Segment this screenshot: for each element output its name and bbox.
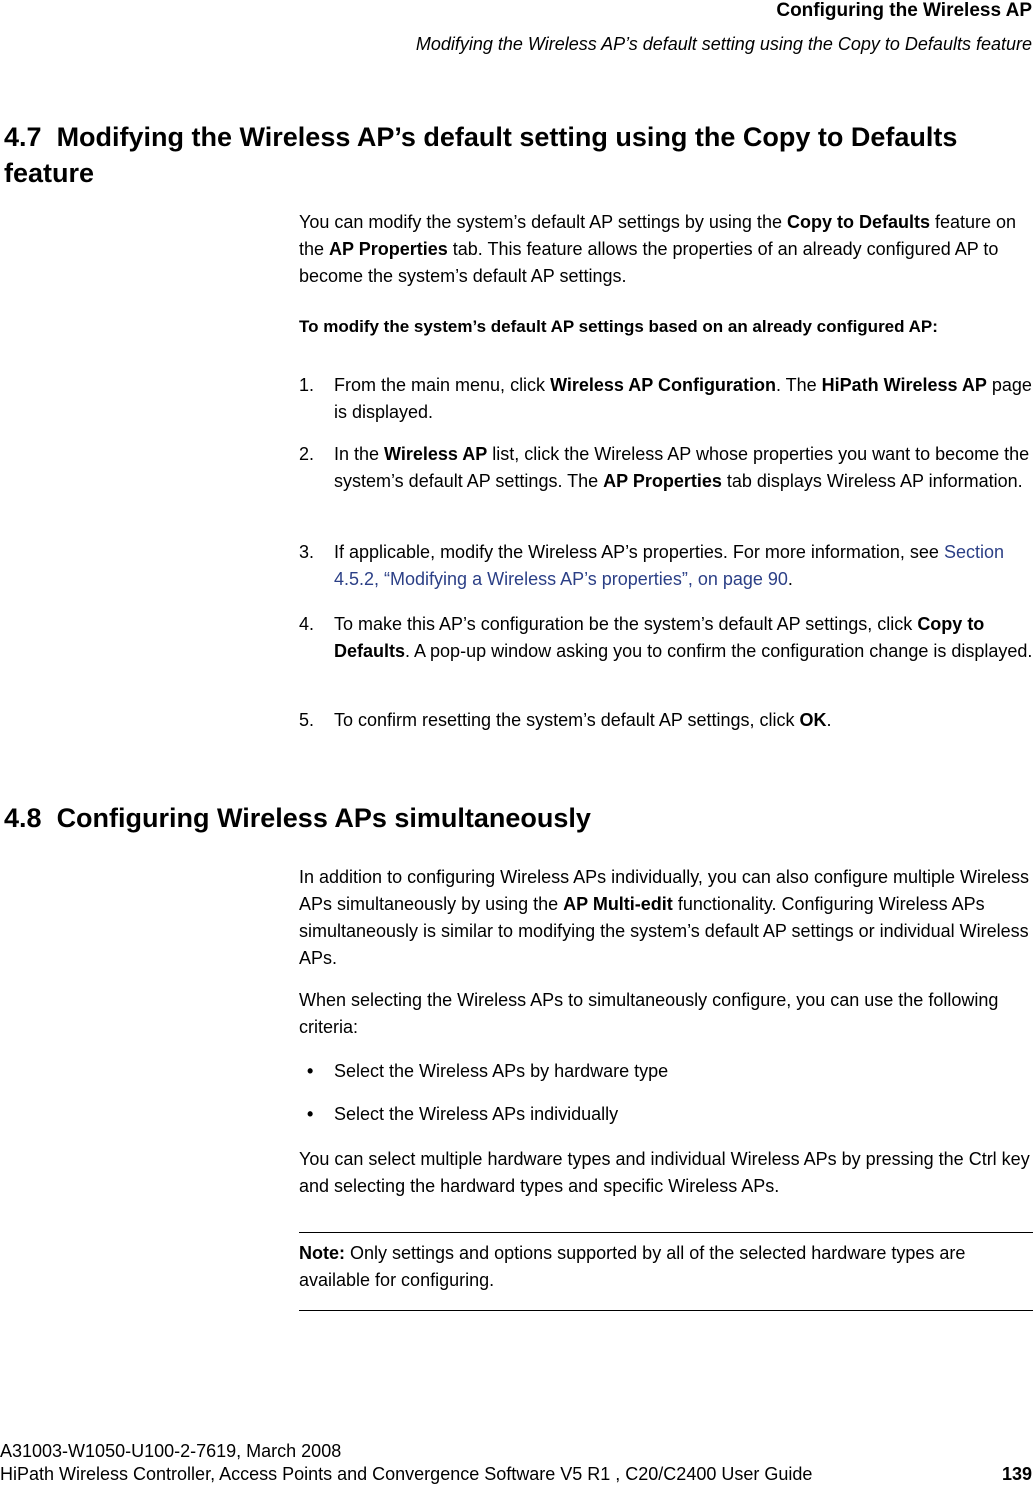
footer-doc-id: A31003-W1050-U100-2-7619, March 2008 bbox=[0, 1441, 342, 1461]
running-header-chapter: Configuring the Wireless AP bbox=[776, 0, 1032, 21]
step-number: 4. bbox=[299, 614, 315, 634]
list-item: • Select the Wireless APs individually bbox=[299, 1101, 1033, 1128]
step-number: 1. bbox=[299, 375, 315, 395]
bullet-icon: • bbox=[307, 1104, 314, 1124]
footer-guide-title: HiPath Wireless Controller, Access Points and Convergence Software V5 R1 , C20/C2400 User Guide bbox=[0, 1464, 813, 1484]
criteria-paragraph: When selecting the Wireless APs to simultaneously configure, you can use the following criteria: bbox=[299, 990, 999, 1037]
procedure-step: 3. If applicable, modify the Wireless AP’s properties. For more information, see Section 4.5.2, “Modifying a Wireless AP’s properties”, on page 90. bbox=[299, 539, 1033, 593]
procedure-step: 2. In the Wireless AP list, click the Wireless AP whose properties you want to become the system’s default AP settings. The AP Properties tab displays Wireless AP information. bbox=[299, 441, 1033, 495]
selection-paragraph: You can select multiple hardware types and individual Wireless APs by pressing the Ctrl key and selecting the hardward types and specific Wireless APs. bbox=[299, 1149, 1030, 1196]
cross-reference-link[interactable]: Section 4.5.2, “Modifying a Wireless AP’s properties”, on page 90 bbox=[334, 542, 1004, 589]
note-bottom-rule bbox=[299, 1310, 1033, 1311]
note: Note: Only settings and options supported by all of the selected hardware types are available for configuring. bbox=[299, 1243, 966, 1290]
multi-edit-paragraph: In addition to configuring Wireless APs individually, you can also configure multiple Wireless APs simultaneously by using the AP Multi-edit functionality. Configuring Wireless APs simultaneously is similar to modifying the system’s default AP settings or individual Wireless APs. bbox=[299, 867, 1030, 968]
procedure-title: To modify the system’s default AP settings based on an already configured AP: bbox=[299, 317, 938, 336]
section-4-8-heading bbox=[4, 800, 1032, 836]
intro-paragraph: You can modify the system’s default AP settings by using the Copy to Defaults feature on the AP Properties tab. This feature allows the properties of an already configured AP to become the system’s default AP settings. bbox=[299, 212, 1017, 286]
page-number: 139 bbox=[1001, 1464, 1032, 1484]
procedure-step: 4. To make this AP’s configuration be the system’s default AP settings, click Copy to Defaults. A pop-up window asking you to confirm the configuration change is displayed. bbox=[299, 611, 1033, 665]
step-number: 5. bbox=[299, 710, 315, 730]
step-number: 3. bbox=[299, 542, 315, 562]
step-number: 2. bbox=[299, 444, 315, 464]
procedure-step: 1. From the main menu, click Wireless AP Configuration. The HiPath Wireless AP page is displayed. bbox=[299, 372, 1033, 426]
section-title: Configuring Wireless APs simultaneously bbox=[56, 803, 591, 833]
section-title: Modifying the Wireless AP’s default setting using the Copy to Defaults feature bbox=[4, 122, 958, 188]
section-4-7-heading bbox=[4, 119, 1032, 191]
running-header-section: Modifying the Wireless AP’s default setting using the Copy to Defaults feature bbox=[415, 34, 1032, 54]
section-number: 4.7 bbox=[4, 122, 42, 152]
procedure-step: 5. To confirm resetting the system’s default AP settings, click OK. bbox=[299, 707, 1033, 734]
section-number: 4.8 bbox=[4, 803, 42, 833]
list-item: • Select the Wireless APs by hardware type bbox=[299, 1058, 1033, 1085]
note-top-rule bbox=[299, 1232, 1033, 1233]
bullet-icon: • bbox=[307, 1061, 314, 1081]
note-label: Note: bbox=[299, 1243, 345, 1263]
